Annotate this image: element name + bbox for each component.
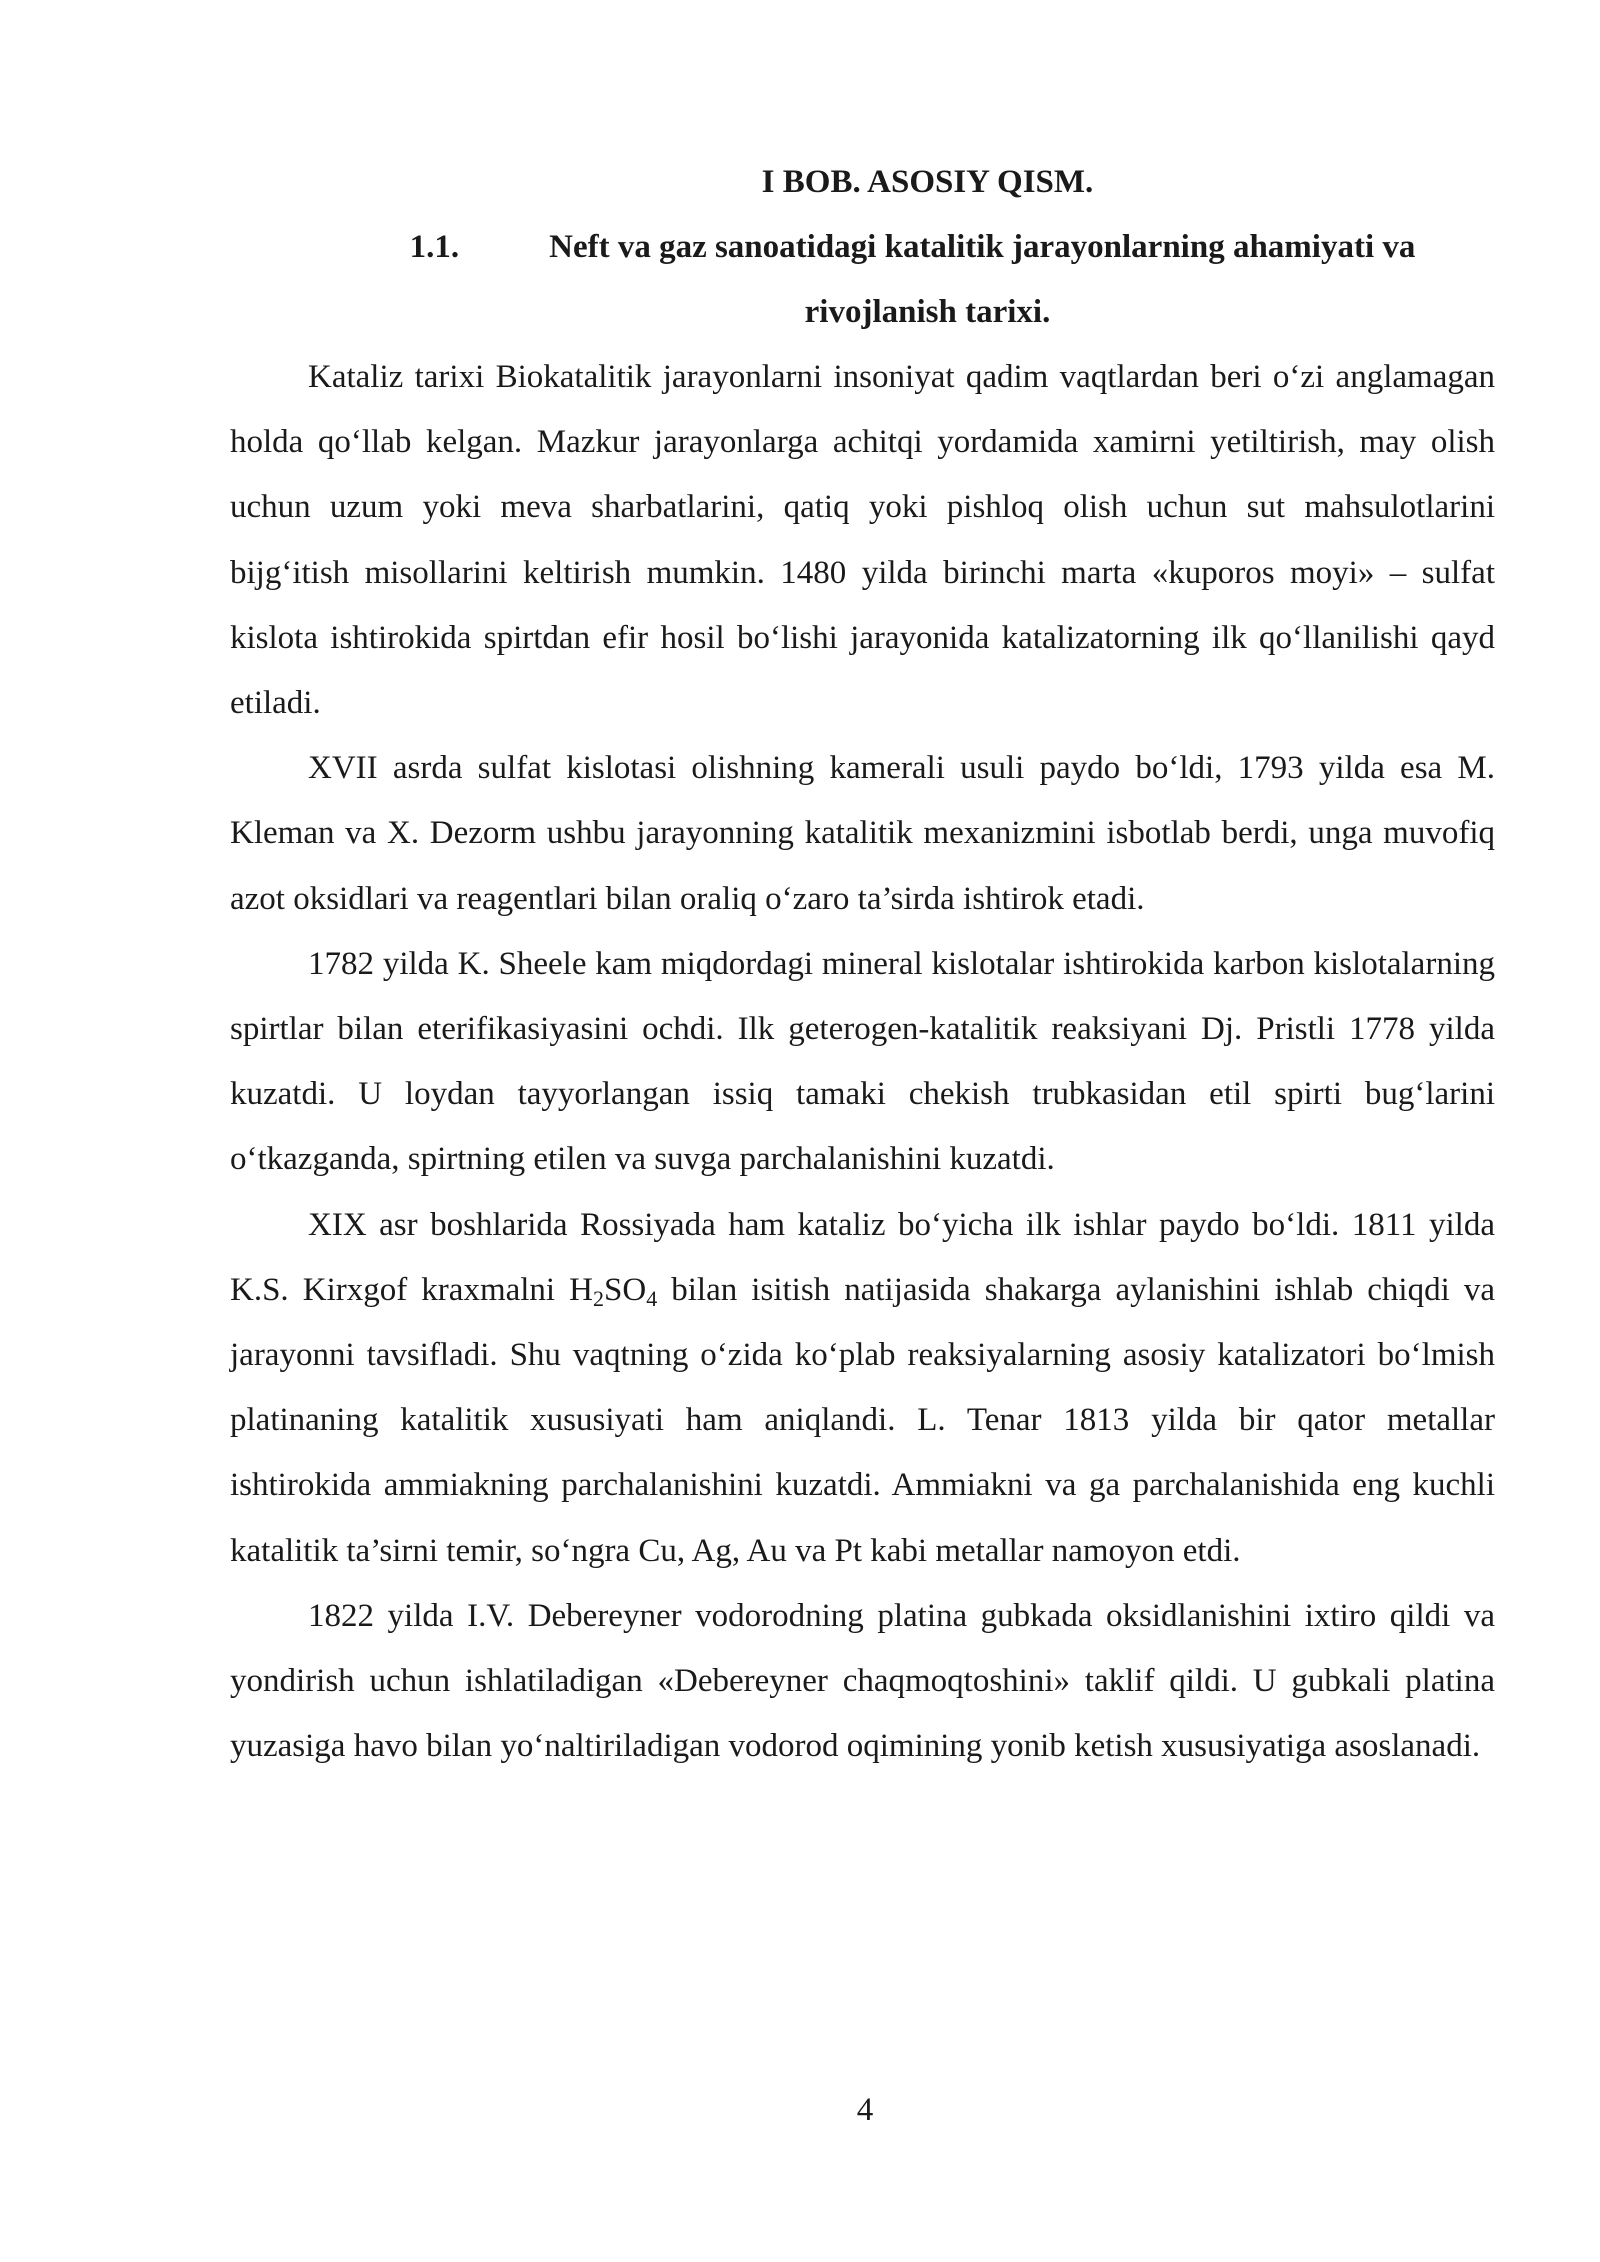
- paragraph-4-text-b: bilan isitish natijasida shakarga aylanishini ishlab chiqdi va jarayonni tavsifladi. Shu vaqtning o‘zida ko‘plab reaksiyalarning asosiy katalizatori bo‘lmish platinaning katalitik xususiyati ham aniqlandi. L. Tenar 1813 yilda bir qator metallar ishtirokida ammiakning parchalanishini kuzatdi. Ammiakni va ga parchalanishida eng kuchli katalitik ta’sirni temir, so‘ngra Cu, Ag, Au va Pt kabi metallar namoyon etdi.: [230, 1271, 1495, 1569]
- page-content: [230, 150, 1495, 1779]
- chapter-title: I BOB. ASOSIY QISM.: [761, 164, 1094, 200]
- section-title-line1: [230, 215, 1495, 280]
- paragraph-1: Kataliz tarixi Biokatalitik jarayonlarni insoniyat qadim vaqtlardan beri o‘zi anglamagan holda qo‘llab kelgan. Mazkur jarayonlarga achitqi yordamida xamirni yetiltirish, may olish uchun uzum yoki meva sharbatlarini, qatiq yoki pishloq olish uchun sut mahsulotlarini bijg‘itish misollarini keltirish mumkin. 1480 yilda birinchi marta «kuporos moyi» – sulfat kislota ishtirokida spirtdan efir hosil bo‘lishi jarayonida katalizatorning ilk qo‘llanilishi qayd etiladi.: [230, 359, 1495, 722]
- paragraph-3: 1782 yilda K. Sheele kam miqdordagi mineral kislotalar ishtirokida karbon kislotalarning spirtlar bilan eterifikasiyasini ochdi. Ilk geterogen-katalitik reaksiyani Dj. Pristli 1778 yilda kuzatdi. U loydan tayyorlangan issiq tamaki chekish trubkasidan etil spirti bug‘larini o‘tkazganda, spirtning etilen va suvga parchalanishini kuzatdi.: [230, 945, 1495, 1178]
- paragraph-4-text-so: SO: [604, 1271, 647, 1308]
- paragraph-2: XVII asrda sulfat kislotasi olishning kamerali usuli paydo bo‘ldi, 1793 yilda esa M. Kleman va X. Dezorm ushbu jarayonning katalitik mexanizmini isbotlab berdi, unga muvofiq azot oksidlari va reagentlari bilan oraliq o‘zaro ta’sirda ishtirok etadi.: [230, 750, 1495, 917]
- section-title-line2: rivojlanish tarixi.: [804, 294, 1051, 330]
- section-title-text: Neft va gaz sanoatidagi katalitik jarayonlarning ahamiyati va: [549, 229, 1416, 265]
- paragraph-5: 1822 yilda I.V. Debereyner vodorodning platina gubkada oksidlanishini ixtiro qildi va yondirish uchun ishlatiladigan «Debereyner chaqmoqtoshini» taklif qildi. U gubkali platina yuzasiga havo bilan yo‘naltiriladigan vodorod oqimining yonib ketish xususiyatiga asoslanadi.: [230, 1597, 1495, 1765]
- paragraph-4-text-a: XIX asr boshlarida Rossiyada ham kataliz bo‘yicha ilk ishlar paydo bo‘ldi. 1811 yilda K.S. Kirxgof kraxmalni H: [230, 1206, 1495, 1308]
- section-title: [230, 215, 1495, 345]
- paragraph-4: [230, 1193, 1495, 1584]
- subscript-2: 2: [593, 1285, 604, 1311]
- page-number: 4: [856, 2092, 874, 2128]
- section-number: 1.1.: [409, 229, 460, 265]
- subscript-4: 4: [646, 1285, 658, 1311]
